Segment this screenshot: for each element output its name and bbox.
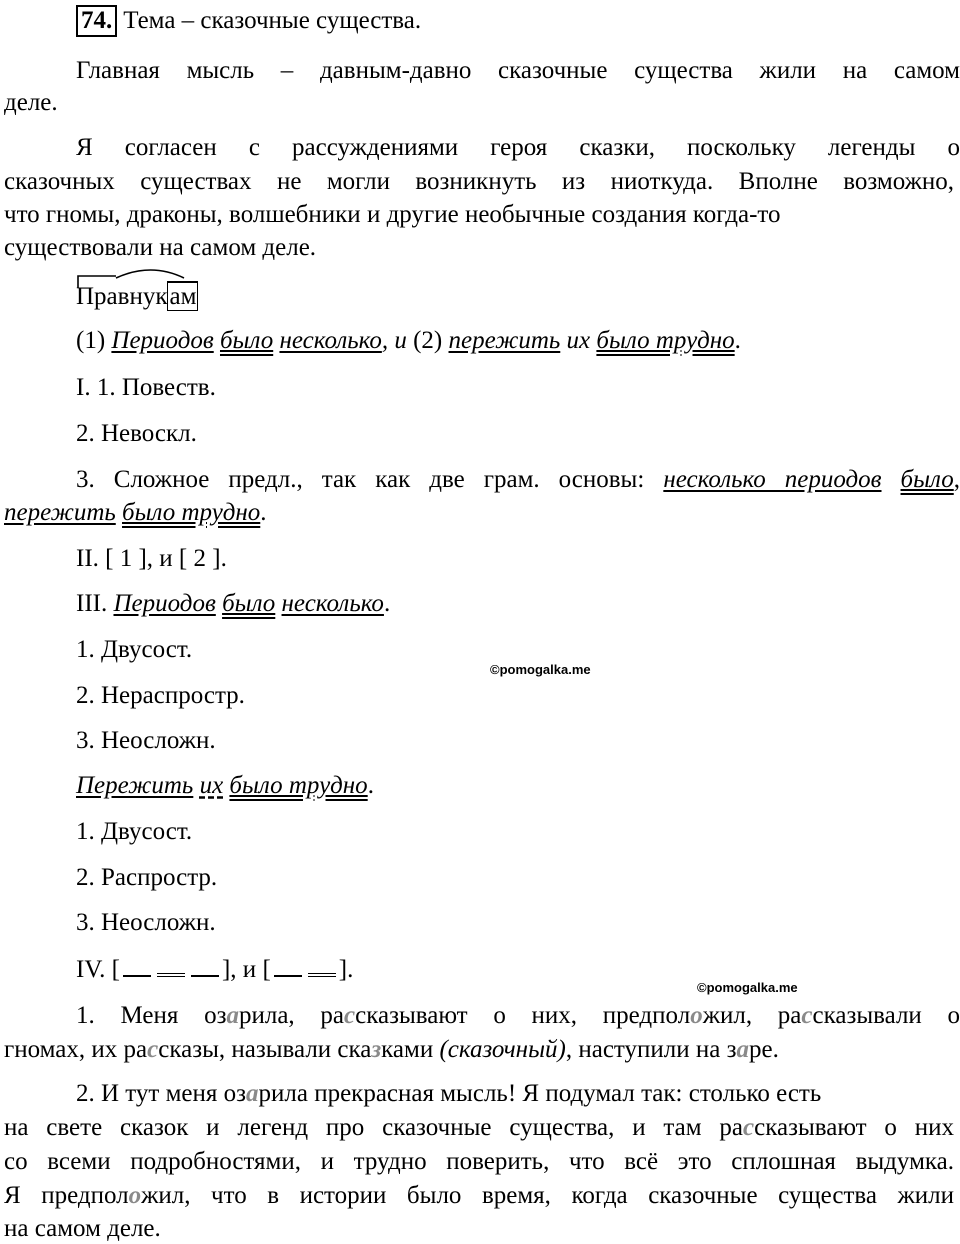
item-3-predicate-2: было трудно <box>122 499 261 526</box>
item-3-subject: несколько периодов <box>663 466 882 493</box>
item-iii-prefix: III. <box>76 590 108 617</box>
item-3-line-1: 3. Сложное предл., так как две грам. основы: несколько периодов было, <box>76 466 960 493</box>
scheme-predicate <box>157 955 185 977</box>
orthogram-vowel: а <box>226 1002 239 1029</box>
word-parse-word <box>76 282 198 312</box>
sentence-line <box>76 326 960 356</box>
item-3-predicate: было <box>900 466 954 493</box>
item-3-text: 3. Сложное предл., так как две грам. основы: <box>76 466 645 493</box>
opinion-line-1: Я согласен с рассуждениями героя сказки, поскольку легенды о <box>76 134 960 161</box>
item-ii: II. [ 1 ], и [ 2 ]. <box>76 545 227 572</box>
item-iii-3: 3. Неосложн. <box>76 727 216 754</box>
opinion-line-4: существовали на самом деле. <box>4 234 317 261</box>
part-2-subject: Пережить <box>76 772 194 799</box>
subject-word-3: пережить <box>448 327 561 354</box>
conjunction: , и <box>381 327 407 354</box>
scheme-subject <box>123 955 151 977</box>
check-word: (сказочный) <box>439 1036 566 1063</box>
para-1-line-2: гномах, их рассказы, называли сказками (сказочный), наступили на заре. <box>4 1036 779 1063</box>
part-2-item-3: 3. Неосложн. <box>76 909 216 936</box>
orthogram-vowel-3: а <box>736 1036 749 1063</box>
item-iii-word-2: было <box>222 590 276 617</box>
item-iv-end: ]. <box>338 956 354 983</box>
task-number: 74. <box>76 5 117 37</box>
item-iii-word-1: Периодов <box>113 590 216 617</box>
para-2-line-1: 2. И тут меня озарила прекрасная мысль! Я подумал так: столько есть <box>76 1080 822 1107</box>
orthogram-consonant-4: з <box>371 1036 382 1063</box>
orthogram-vowel-2: о <box>690 1002 703 1029</box>
watermark-1: ©pomogalka.me <box>490 662 591 677</box>
prefix-root-part: Правнук <box>76 283 168 310</box>
para-2-line-3: со всеми подробностями, и трудно поверить, что всё это сплошная выдумка. <box>4 1148 954 1175</box>
item-2: 2. Невоскл. <box>76 420 197 447</box>
item-3-subject-2: пережить <box>4 499 116 526</box>
para-2-line-5: на самом деле. <box>4 1215 161 1242</box>
sentence-end: . <box>734 327 741 354</box>
object-word: их <box>566 327 591 354</box>
orthogram-consonant: с <box>344 1002 356 1029</box>
word-parse <box>76 282 960 312</box>
part-2-item-1: 1. Двусост. <box>76 818 193 845</box>
para-1-line-1: 1. Меня озарила, рассказывают о них, предположил, рассказывали о <box>76 1002 960 1029</box>
orthogram-consonant-3: с <box>147 1036 159 1063</box>
item-iv-mid: ], и [ <box>221 956 271 983</box>
item-iii-2: 2. Нераспростр. <box>76 682 245 709</box>
item-iii-1: 1. Двусост. <box>76 636 193 663</box>
para-2-line-4: Я предположил, что в истории было время, когда сказочные существа жили <box>4 1182 954 1209</box>
part-2-item-2: 2. Распростр. <box>76 864 218 891</box>
part-2-predicate: было трудно <box>229 772 368 799</box>
item-iv <box>76 955 960 985</box>
orthogram-vowel-4: а <box>246 1080 259 1107</box>
scheme-subject-3 <box>274 955 302 977</box>
opinion-line-2: сказочных существах не могли возникнуть из ниоткуда. Вполне возможно, <box>4 168 954 195</box>
subject-word-2: несколько <box>279 327 382 354</box>
main-idea-line-1: Главная мысль – давным-давно сказочные существа жили на самом <box>76 57 960 84</box>
scheme-subject-2 <box>191 955 219 977</box>
ending-part: ам <box>169 283 197 310</box>
prefix-root-mark-icon <box>76 268 226 290</box>
part-number-1: (1) <box>76 327 106 354</box>
scheme-predicate-2 <box>308 955 336 977</box>
part-2-object: их <box>199 772 224 799</box>
orthogram-consonant-5: с <box>743 1114 755 1141</box>
main-idea-line-2: деле. <box>4 89 58 116</box>
item-iv-prefix: IV. [ <box>76 956 120 983</box>
item-3-line-2: пережить было трудно. <box>4 499 267 526</box>
theme-text: Тема – сказочные существа. <box>123 7 422 34</box>
part-2-sentence: Пережить их было трудно. <box>76 772 374 799</box>
orthogram-consonant-2: с <box>801 1002 813 1029</box>
subject-word-1: Периодов <box>111 327 214 354</box>
opinion-line-3: что гномы, драконы, волшебники и другие необычные создания когда-то <box>4 201 781 228</box>
predicate-word-2: было трудно <box>596 327 735 354</box>
predicate-word-1: было <box>219 327 274 354</box>
part-number-2: (2) <box>413 327 443 354</box>
watermark-2: ©pomogalka.me <box>697 980 798 995</box>
task-header <box>76 5 960 37</box>
item-iii: III. Периодов было несколько. <box>76 590 391 617</box>
para-2-line-2: на свете сказок и легенд про сказочные существа, и там рассказывают о них <box>4 1114 954 1141</box>
item-1: I. 1. Повеств. <box>76 374 216 401</box>
orthogram-vowel-5: о <box>128 1182 142 1209</box>
item-iii-word-3: несколько <box>281 590 384 617</box>
